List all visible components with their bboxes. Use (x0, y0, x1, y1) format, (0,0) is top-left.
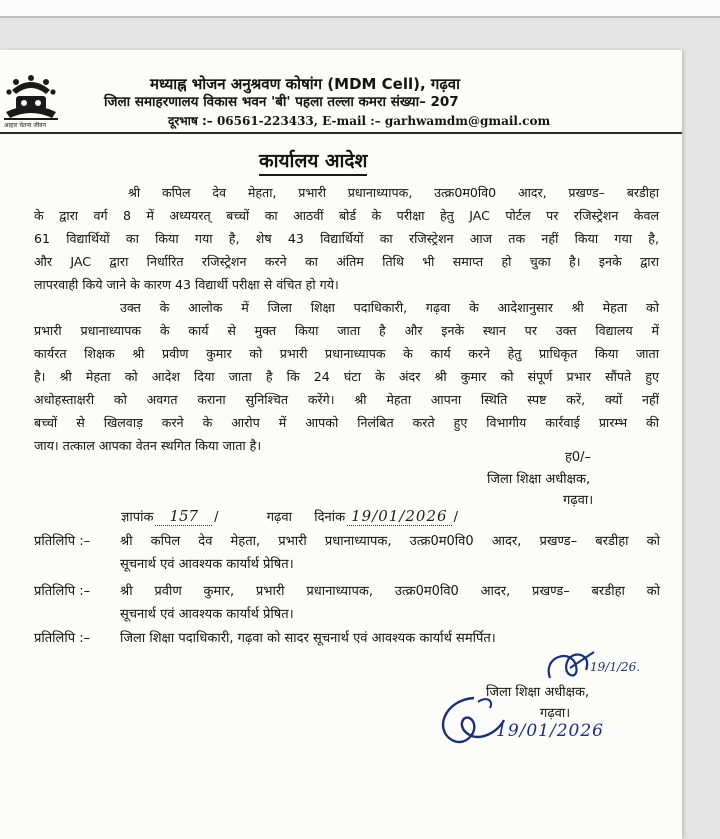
copy-line: जिला शिक्षा पदाधिकारी, गढ़वा को सादर सूचनार्थ एवं आवश्यक कार्यार्थ समर्पित। (120, 631, 496, 646)
office-address: जिला समाहरणालय विकास भवन 'बी' पहला तल्ला कमरा संख्या– 207 (104, 94, 459, 110)
body-line: के द्वारा वर्ग 8 में अध्ययरत् बच्चों का आठवीं बोर्ड के परीक्षा हेतु JAC पोर्टल पर रजिस्ट्रेशन केवल (34, 208, 659, 223)
copy-line: सूचनार्थ एवं आवश्यक कार्यार्थ प्रेषित। (120, 557, 294, 572)
memo-number: 157 (155, 507, 212, 526)
handwritten-date-bottom: 19/01/2026 (496, 721, 604, 741)
body-line: और JAC द्वारा निर्धारित रजिस्ट्रेशन करने का अंतिम तिथि भी समाप्त हो चुका है। इनके द्वारा (34, 254, 659, 269)
body-line: है। श्री मेहता को आदेश दिया जाता है कि 24 घंटा के अंदर श्री कुमार को संपूर्ण प्रभार सौंपते हुए (34, 369, 659, 384)
order-date: 19/01/2026 (347, 507, 451, 526)
signatory-designation: जिला शिक्षा अधीक्षक, (487, 472, 591, 487)
handwritten-date-top: 19/1/26. (590, 660, 641, 674)
body-line: श्री कपिल देव मेहता, प्रभारी प्रधानाध्यापक, उत्क्र0म0वि0 आदर, प्रखण्ड– बरडीहा (128, 185, 659, 200)
body-line: 61 विद्यार्थियों का किया गया है, शेष 43 विद्यार्थियों का रजिस्ट्रेशन आज तक नहीं किया गया है, (34, 231, 659, 246)
copy-line: श्री कपिल देव मेहता, प्रभारी प्रधानाध्यापक, उत्क्र0म0वि0 आदर, प्रखण्ड– बरडीहा को (120, 534, 660, 549)
body-line: बच्चों से खिलवाड़ करने के आरोप में आपको निलंबित करते हुए विभागीय कार्रवाई प्रारम्भ की (34, 415, 659, 430)
reference-place: गढ़वा (266, 510, 292, 525)
signatory-place: गढ़वा। (563, 493, 594, 508)
document-title: कार्यालय आदेश (259, 149, 367, 176)
phone-label: दूरभाष :– (168, 114, 213, 128)
body-line: लापरवाही किये जाने के कारण 43 विद्यार्थी परीक्षा से वंचित हो गये। (34, 277, 339, 292)
copy-line: सूचनार्थ एवं आवश्यक कार्यार्थ प्रेषित। (120, 607, 294, 622)
office-name: मध्याह्न भोजन अनुश्रवण कोषांग (MDM Cell), गढ़वा (150, 75, 461, 93)
body-line: जाय। तत्काल आपका वेतन स्थगित किया जाता है। (34, 438, 262, 453)
phone-number: 06561-223433, (216, 114, 318, 128)
footer-designation: जिला शिक्षा अधीक्षक, (486, 685, 590, 700)
body-line: कार्यरत शिक्षक श्री प्रवीण कुमार को प्रभारी प्रधानाध्यापक के कार्य करने हेतु प्राधिकृत किया जाता (34, 346, 659, 361)
header-rule (0, 132, 682, 134)
signed-mark: ह0/– (565, 450, 592, 465)
memo-label: ज्ञापांक (121, 510, 154, 525)
copy-label: प्रतिलिपि :– (34, 584, 91, 599)
date-label: दिनांक (314, 510, 346, 525)
reference-line: ज्ञापांक 157 / गढ़वा दिनांक 19/01/2026 / (121, 507, 458, 525)
email-address: garhwamdm@gmail.com (384, 114, 551, 128)
body-line: अधोहस्ताक्षरी को अवगत कराना सुनिश्चित करेंगे। श्री मेहता आपना स्थिति स्पष्ट करें, क्यों नहीं (34, 392, 659, 407)
body-line: प्रभारी प्रधानाध्यापक के कार्य से मुक्त किया जाता है और इनके स्थान पर उक्त विद्यालय में (34, 323, 659, 338)
copy-label: प्रतिलिपि :– (34, 534, 91, 549)
initials-scribble-icon (434, 690, 514, 750)
footer-place: गढ़वा। (540, 706, 571, 721)
copy-label: प्रतिलिपि :– (34, 631, 91, 646)
logo-caption: आहार चेतना जीवन (4, 122, 46, 129)
email-label: E-mail :– (322, 114, 381, 128)
top-bar (0, 0, 720, 16)
top-divider (0, 16, 720, 18)
body-line: उक्त के आलोक में जिला शिक्षा पदाधिकारी, गढ़वा के आदेशानुसार श्री मेहता को (120, 300, 659, 315)
copy-line: श्री प्रवीण कुमार, प्रभारी प्रधानाध्यापक, उत्क्र0म0वि0 आदर, प्रखण्ड– बरडीहा को (120, 584, 660, 599)
contact-line (168, 112, 550, 129)
